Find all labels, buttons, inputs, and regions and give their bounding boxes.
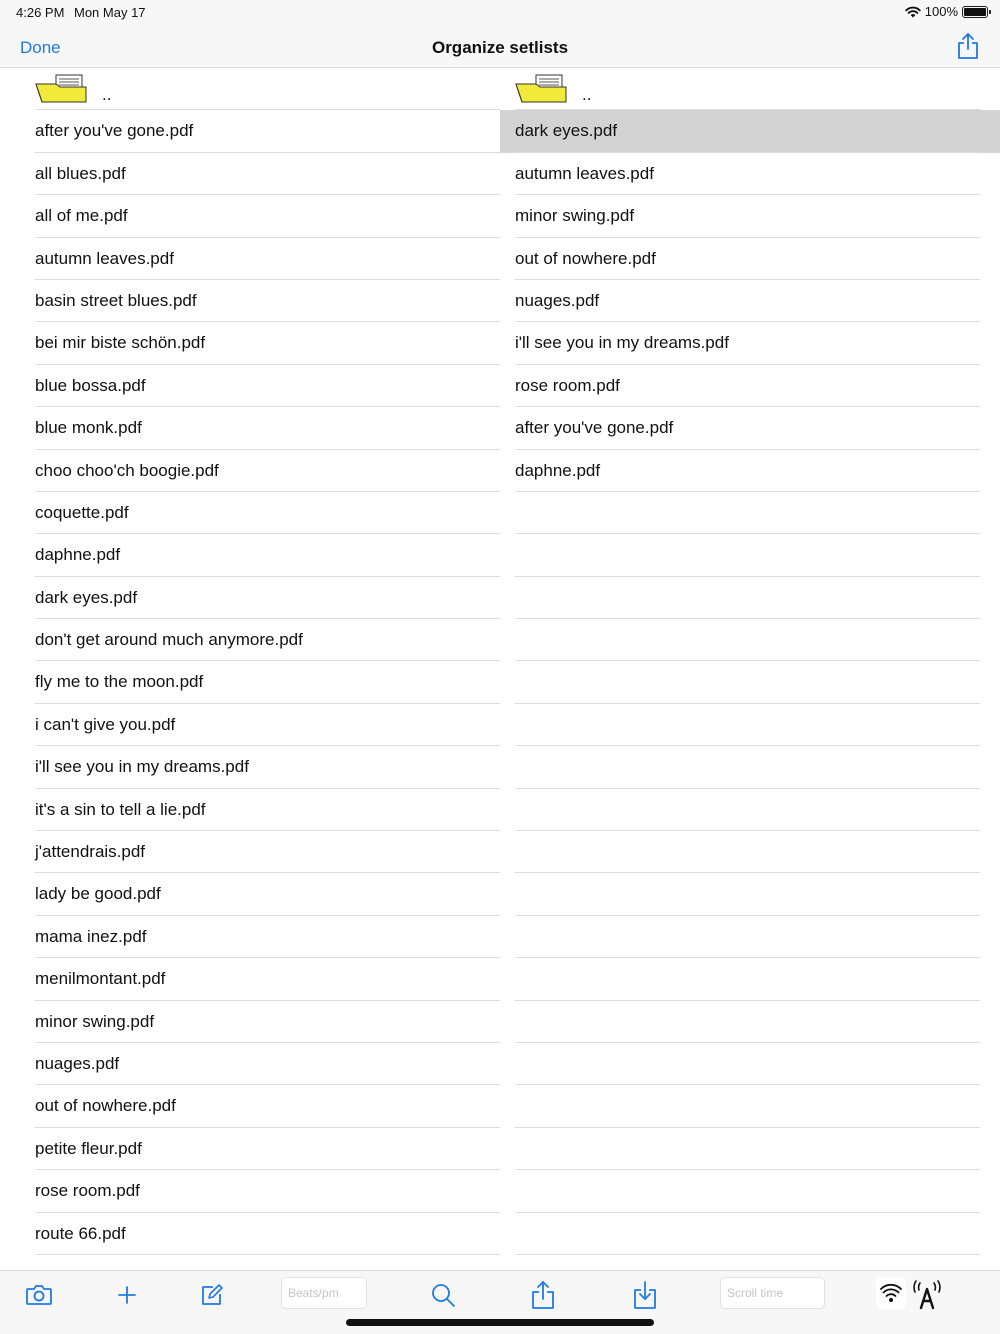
search-icon — [430, 1282, 456, 1308]
add-button[interactable] — [114, 1279, 140, 1311]
setlist-empty-row[interactable] — [500, 704, 1000, 746]
setlist-empty-row[interactable] — [500, 1128, 1000, 1170]
share-icon[interactable] — [956, 32, 980, 60]
beats-per-minute-input[interactable]: Beats/pm — [281, 1277, 367, 1309]
library-file-row[interactable] — [0, 916, 500, 958]
file-name-label: after you've gone.pdf — [515, 418, 674, 438]
library-file-row[interactable] — [0, 577, 500, 619]
file-name-label: mama inez.pdf — [35, 926, 147, 946]
setlist-empty-row[interactable] — [500, 789, 1000, 831]
library-file-row[interactable] — [0, 365, 500, 407]
setlist-file-row[interactable] — [500, 407, 1000, 449]
parent-folder-label: .. — [582, 85, 592, 104]
folder-icon — [34, 74, 88, 104]
file-name-label: out of nowhere.pdf — [515, 248, 656, 268]
file-name-label: i'll see you in my dreams.pdf — [35, 757, 249, 777]
file-name-label: after you've gone.pdf — [35, 121, 194, 141]
library-file-row[interactable] — [0, 1170, 500, 1212]
file-name-label: menilmontant.pdf — [35, 969, 166, 989]
file-name-label: bei mir biste schön.pdf — [35, 333, 206, 353]
file-name-label: dark eyes.pdf — [515, 121, 618, 141]
file-name-label: choo choo'ch boogie.pdf — [35, 460, 219, 480]
setlist-empty-row[interactable] — [500, 1085, 1000, 1127]
parent-folder-row-left[interactable] — [0, 68, 500, 110]
setlist-empty-row[interactable] — [500, 873, 1000, 915]
edit-button[interactable] — [198, 1279, 226, 1311]
library-file-row[interactable] — [0, 280, 500, 322]
camera-button[interactable] — [24, 1279, 54, 1311]
library-file-row[interactable] — [0, 1213, 500, 1255]
library-file-row[interactable] — [0, 958, 500, 1000]
nav-bar — [0, 24, 1000, 68]
export-button[interactable] — [528, 1279, 558, 1311]
setlist-file-row[interactable] — [500, 110, 1000, 152]
search-button[interactable] — [428, 1279, 458, 1311]
broadcast-button[interactable] — [910, 1279, 944, 1311]
library-file-row[interactable] — [0, 661, 500, 703]
status-date: Mon May 17 — [74, 5, 146, 20]
library-file-row[interactable] — [0, 619, 500, 661]
file-name-label: blue monk.pdf — [35, 418, 142, 438]
file-name-label: nuages.pdf — [35, 1053, 120, 1073]
setlist-empty-row[interactable] — [500, 1170, 1000, 1212]
file-name-label: daphne.pdf — [515, 460, 601, 480]
status-bar — [0, 0, 1000, 24]
library-file-row[interactable] — [0, 789, 500, 831]
file-name-label: lady be good.pdf — [35, 884, 161, 904]
library-file-row[interactable] — [0, 110, 500, 152]
library-file-row[interactable] — [0, 534, 500, 576]
setlist-empty-row[interactable] — [500, 619, 1000, 661]
setlist-empty-row[interactable] — [500, 534, 1000, 576]
battery-percent: 100% — [924, 4, 958, 19]
file-name-label: it's a sin to tell a lie.pdf — [35, 799, 206, 819]
file-name-label: nuages.pdf — [515, 290, 600, 310]
file-name-label: all of me.pdf — [35, 206, 128, 226]
file-name-label: minor swing.pdf — [515, 206, 635, 226]
file-name-label: i'll see you in my dreams.pdf — [515, 333, 729, 353]
setlist-empty-row[interactable] — [500, 1043, 1000, 1085]
library-file-row[interactable] — [0, 1001, 500, 1043]
setlist-file-row[interactable] — [500, 153, 1000, 195]
file-name-label: rose room.pdf — [515, 375, 620, 395]
setlist-empty-row[interactable] — [500, 958, 1000, 1000]
file-name-label: all blues.pdf — [35, 163, 126, 183]
import-button[interactable] — [630, 1279, 660, 1311]
battery-icon — [962, 6, 988, 18]
airdrop-icon — [911, 1280, 943, 1310]
setlist-empty-row[interactable] — [500, 746, 1000, 788]
library-file-row[interactable] — [0, 322, 500, 364]
file-name-label: j'attendrais.pdf — [35, 842, 146, 862]
setlist-empty-row[interactable] — [500, 1213, 1000, 1255]
download-icon — [632, 1280, 658, 1310]
file-name-label: fly me to the moon.pdf — [35, 672, 204, 692]
done-button[interactable]: Done — [20, 38, 61, 57]
file-name-label: autumn leaves.pdf — [515, 163, 654, 183]
library-file-row[interactable] — [0, 492, 500, 534]
setlist-empty-row[interactable] — [500, 1001, 1000, 1043]
library-file-row[interactable] — [0, 407, 500, 449]
library-file-row[interactable] — [0, 153, 500, 195]
file-name-label: coquette.pdf — [35, 502, 129, 522]
file-name-label: petite fleur.pdf — [35, 1138, 142, 1158]
file-name-label: dark eyes.pdf — [35, 587, 138, 607]
setlist-file-row[interactable] — [500, 238, 1000, 280]
setlist-empty-row[interactable] — [500, 831, 1000, 873]
home-indicator — [346, 1319, 654, 1326]
setlist-file-list[interactable] — [500, 68, 1000, 1270]
setlist-file-row[interactable] — [500, 450, 1000, 492]
library-file-list[interactable] — [0, 68, 500, 1270]
library-file-row[interactable] — [0, 873, 500, 915]
page-title: Organize setlists — [431, 38, 569, 57]
folder-icon — [514, 74, 568, 104]
setlist-file-row[interactable] — [500, 365, 1000, 407]
setlist-file-row[interactable] — [500, 195, 1000, 237]
file-name-label: route 66.pdf — [35, 1223, 126, 1243]
edit-icon — [200, 1283, 224, 1307]
setlist-file-row[interactable] — [500, 280, 1000, 322]
library-file-row[interactable] — [0, 1043, 500, 1085]
scroll-time-input[interactable]: Scroll time — [720, 1277, 825, 1309]
library-file-row[interactable] — [0, 1128, 500, 1170]
setlist-empty-row[interactable] — [500, 577, 1000, 619]
setlist-empty-row[interactable] — [500, 916, 1000, 958]
status-time: 4:26 PM — [16, 5, 65, 20]
upload-icon — [530, 1280, 556, 1310]
wifi-sync-button[interactable] — [876, 1277, 906, 1309]
file-name-label: autumn leaves.pdf — [35, 248, 174, 268]
library-file-row[interactable] — [0, 450, 500, 492]
setlist-empty-row[interactable] — [500, 661, 1000, 703]
library-file-row[interactable] — [0, 704, 500, 746]
file-name-label: blue bossa.pdf — [35, 375, 146, 395]
file-name-label: rose room.pdf — [35, 1181, 140, 1201]
status-right — [905, 4, 988, 19]
file-name-label: basin street blues.pdf — [35, 290, 197, 310]
camera-icon — [25, 1284, 53, 1306]
library-file-row[interactable] — [0, 195, 500, 237]
setlist-empty-row[interactable] — [500, 492, 1000, 534]
library-file-row[interactable] — [0, 831, 500, 873]
file-name-label: out of nowhere.pdf — [35, 1096, 176, 1116]
plus-icon — [117, 1285, 137, 1305]
library-file-row[interactable] — [0, 746, 500, 788]
wifi-icon — [880, 1283, 902, 1303]
file-name-label: daphne.pdf — [35, 545, 121, 565]
file-name-label: don't get around much anymore.pdf — [35, 630, 303, 650]
library-file-row[interactable] — [0, 1085, 500, 1127]
file-name-label: minor swing.pdf — [35, 1011, 155, 1031]
parent-folder-label: .. — [102, 85, 112, 104]
parent-folder-row-right[interactable] — [500, 68, 1000, 110]
file-name-label: i can't give you.pdf — [35, 714, 176, 734]
library-file-row[interactable] — [0, 238, 500, 280]
setlist-file-row[interactable] — [500, 322, 1000, 364]
wifi-status-icon — [905, 6, 921, 18]
